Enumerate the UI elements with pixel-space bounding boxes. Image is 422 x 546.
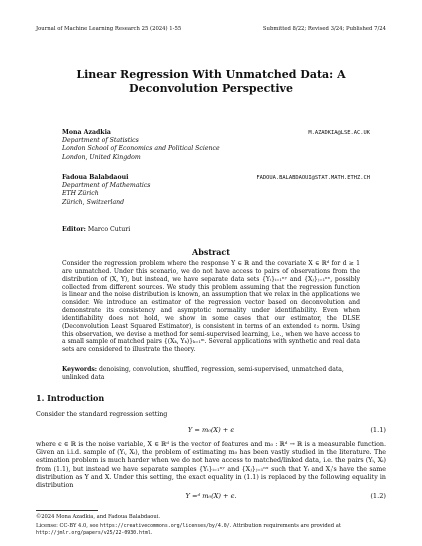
abstract-heading: Abstract	[192, 247, 230, 257]
intro-paragraph-1: Consider the standard regression setting	[36, 411, 168, 418]
license-prefix: License: CC-BY 4.0, see	[36, 523, 99, 529]
copyright-line: ©2024 Mona Azadkia, and Fadoua Balabdaoui.	[36, 514, 161, 520]
author-name: Mona Azadkia	[62, 129, 111, 136]
license-mid: . Attribution requirements are provided at	[229, 523, 341, 529]
intro-paragraph-2: where ϵ ∈ ℝ is the noise variable, X ∈ ℝᵈ is the vector of features and m₀ : ℝᵈ → ℝ is a measurable function. Given an i.i.d. sample of (Yᵢ, Xᵢ), the problem of estimating m₀ has been vastly studied in the literature. The estimation problem is much harder when we do not have access to matched/linked data, i.e. the pairs (Yᵢ, Xᵢ) from (1.1), but instead we have separate samples {Yᵢ}ᵢ₌₁ⁿʸ and {Xⱼ}ⱼ₌₁ⁿˣ such that Yᵢ and Xⱼ's have the same distribution as Y and X. Under this setting, the exact equality in (1.1) is replaced by the following equality in distribution	[36, 441, 386, 490]
keywords-label: Keywords:	[62, 366, 98, 373]
submission-dates: Submitted 8/22; Revised 3/24; Published 7/24	[262, 26, 386, 32]
section-heading	[36, 393, 104, 403]
editor-label: Editor:	[62, 226, 86, 233]
section-title: Introduction	[47, 393, 105, 403]
equation-number: (1.1)	[370, 426, 386, 434]
equation-formula: Y = m₀(X) + ϵ	[187, 426, 235, 434]
abstract-body: Consider the regression problem where the response Y ∈ ℝ and the covariate X ∈ ℝᵈ for d ≥ 1 are unmatched. Under this scenario, we do not have access to pairs of observations from the distribution of (X, Y), but instead, we have separate data sets {Yᵢ}ᵢ₌₁ⁿʸ and {Xⱼ}ⱼ₌₁ⁿˣ, possibly collected from different sources. We study this problem assuming that the regression function is linear and the noise distribution is known, an assumption that we relax in the applications we consider. We introduce an estimator of the regression vector based on deconvolution and demonstrate its consistency and asymptotic normality under identifiability. Even when identifiability does not hold, we show in some cases that our estimator, the DLSE (Deconvolution Least Squared Estimator), is consistent in terms of an extended ℓ₂ norm. Using this observation, we devise a method for semi-supervised learning, i.e., when we have access to a small sample of matched pairs {(Xₖ, Yₖ)}ₖ₌₁ᵐ. Several applications with synthetic and real data sets are considered to illustrate the theory.	[62, 260, 360, 354]
footnote-rule	[36, 510, 98, 511]
journal-info: Journal of Machine Learning Research 25 (2024) 1-55	[36, 26, 182, 32]
author-affiliation-line: London School of Economics and Political Science	[62, 145, 220, 153]
editor-name: Marco Cuturi	[87, 226, 131, 233]
paper-title: Linear Regression With Unmatched Data: A Deconvolution Perspective	[76, 68, 346, 95]
keywords-list: denoising, convolution, shuffled, regression, semi-supervised, unmatched data, unlinked data	[62, 366, 344, 381]
editor-line	[62, 226, 130, 233]
author-affiliation-line: Department of Statistics	[62, 137, 139, 145]
author-block-2	[62, 174, 370, 207]
author-email: FADOUA.BALABDAOUI@STAT.MATH.ETHZ.CH	[256, 175, 370, 181]
author-block-1	[62, 129, 370, 162]
equation-number: (1.2)	[370, 492, 386, 500]
keywords	[62, 366, 360, 382]
attribution-end: .	[150, 529, 153, 536]
running-header	[36, 26, 386, 32]
author-affiliation-line: Department of Mathematics	[62, 182, 151, 190]
author-name: Fadoua Balabdaoui	[62, 174, 129, 181]
attribution-link[interactable]: http://jmlr.org/papers/v25/22-0930.html	[36, 529, 151, 536]
section-number: 1.	[36, 393, 45, 403]
author-affiliation-line: ETH Zürich	[62, 190, 99, 198]
author-email: M.AZADKIA@LSE.AC.UK	[308, 130, 370, 136]
author-affiliation-line: London, United Kingdom	[62, 153, 141, 161]
license-link[interactable]: https://creativecommons.org/licenses/by/4.0/	[100, 523, 230, 529]
equation-formula: Y =ᵈ m₀(X) + ϵ.	[185, 492, 237, 500]
author-affiliation-line: Zürich, Switzerland	[62, 198, 125, 206]
license-line	[36, 523, 386, 536]
